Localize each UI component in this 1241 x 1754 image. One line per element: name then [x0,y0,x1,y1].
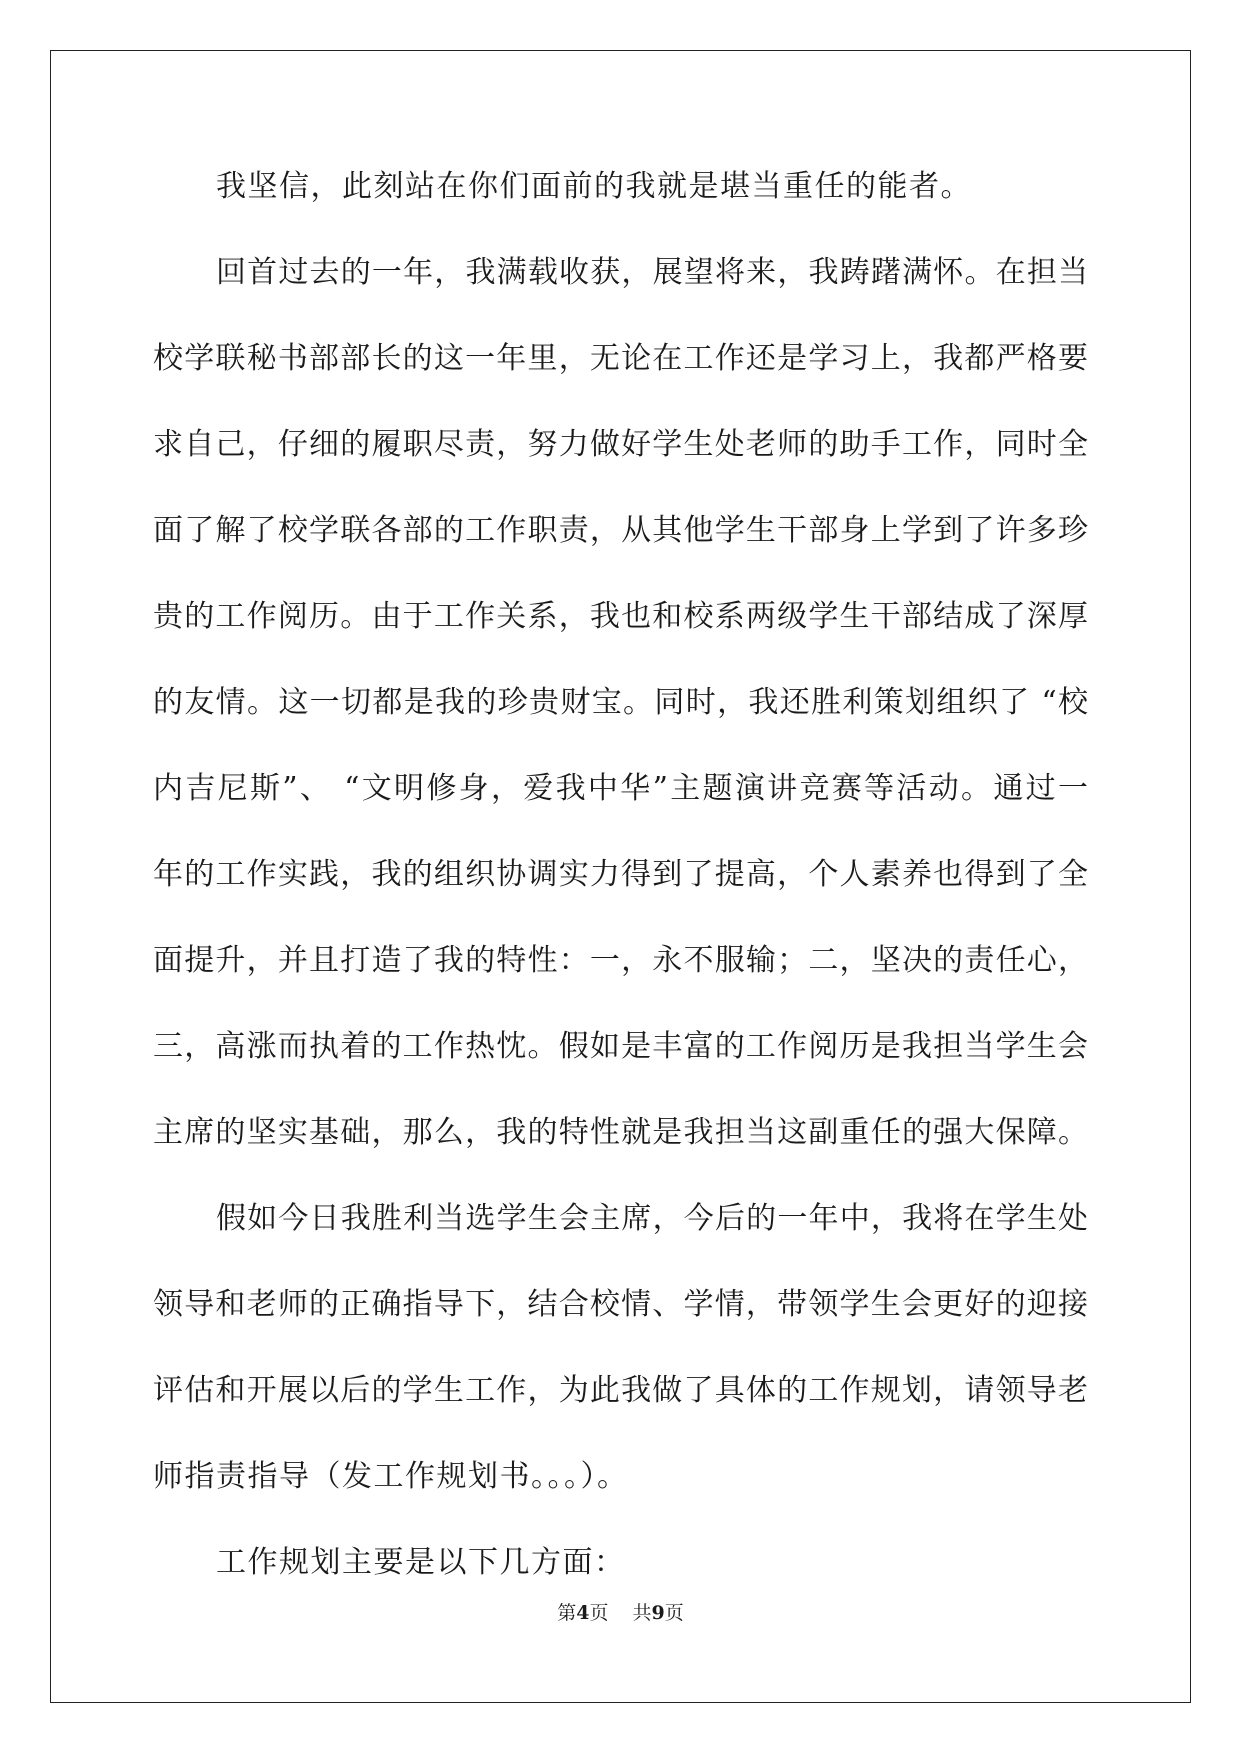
footer-total-prefix: 共 [632,1602,652,1624]
text-line-3: 校学联秘书部部长的这一年里，无论在工作还是学习上，我都严格要 [153,341,1088,376]
page-footer [0,1599,1241,1627]
current-page-number: 4 [576,1602,590,1624]
text-line-7: 的友情。这一切都是我的珍贵财宝。同时，我还胜利策划组织了 “校 [153,685,1088,720]
text-line-16: 师指责指导（发工作规划书。。。）。 [153,1459,629,1494]
text-line-13: 假如今日我胜利当选学生会主席，今后的一年中，我将在学生处 [216,1201,1088,1236]
text-line-4: 求自己，仔细的履职尽责，努力做好学生处老师的助手工作，同时全 [153,427,1088,462]
text-line-14: 领导和老师的正确指导下，结合校情、学情，带领学生会更好的迎接 [153,1287,1088,1322]
text-line-10: 面提升，并且打造了我的特性：一，永不服输；二，坚决的责任心， [153,943,1088,978]
text-line-6: 贵的工作阅历。由于工作关系，我也和校系两级学生干部结成了深厚 [153,599,1088,634]
text-line-17: 工作规划主要是以下几方面： [216,1545,626,1580]
text-line-1: 我坚信，此刻站在你们面前的我就是堪当重任的能者。 [216,169,972,204]
text-line-15: 评估和开展以后的学生工作，为此我做了具体的工作规划，请领导老 [153,1373,1088,1408]
document-body [153,155,1088,1617]
total-page-number: 9 [651,1602,665,1624]
text-line-12: 主席的坚实基础，那么，我的特性就是我担当这副重任的强大保障。 [153,1115,1088,1150]
text-line-11: 三，高涨而执着的工作热忱。假如是丰富的工作阅历是我担当学生会 [153,1029,1088,1064]
text-line-8: 内吉尼斯”、 “文明修身，爱我中华”主题演讲竞赛等活动。通过一 [153,771,1088,806]
footer-total-unit: 页 [664,1602,684,1624]
text-line-9: 年的工作实践，我的组织协调实力得到了提高，个人素养也得到了全 [153,857,1088,892]
footer-prefix: 第 [557,1602,577,1624]
footer-page-unit: 页 [589,1602,609,1624]
text-line-2: 回首过去的一年，我满载收获，展望将来，我踌躇满怀。在担当 [216,255,1088,290]
text-line-5: 面了解了校学联各部的工作职责，从其他学生干部身上学到了许多珍 [153,513,1088,548]
